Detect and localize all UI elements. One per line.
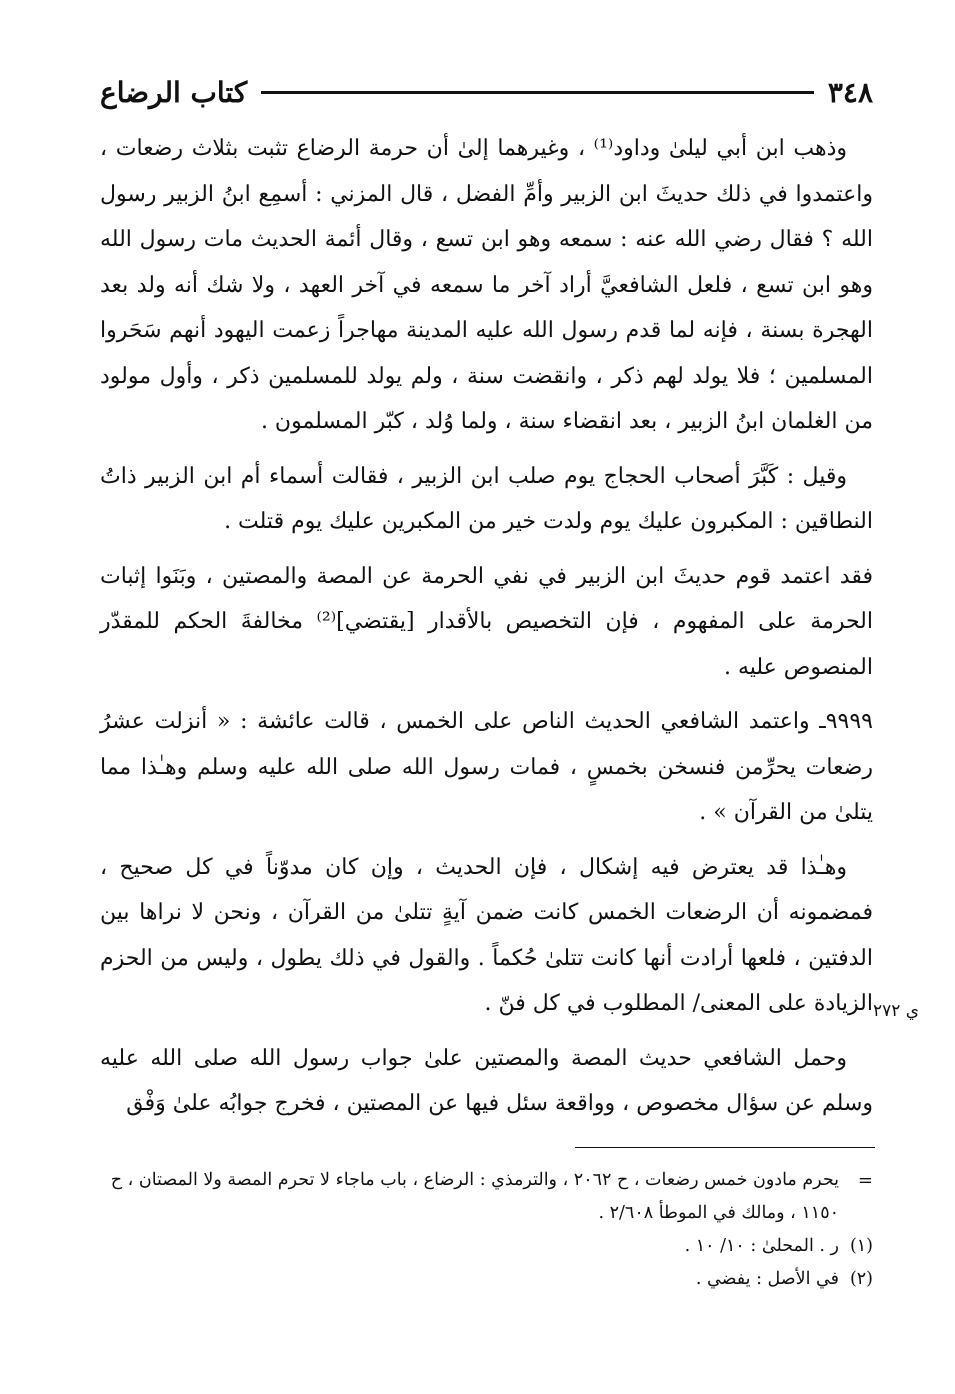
footnote-text: ر . المحلىٰ : ١٠/ ١٠ . — [684, 1236, 839, 1256]
footnote-continuation — [100, 1164, 873, 1230]
footnote-number: (١) — [849, 1236, 873, 1256]
paragraph: وقيل : كَبَّرَ أصحاب الحجاج يوم صلب ابن الزبير ، فقالت أسماء أم ابن الزبير ذاتُ النطاقين : المكبرون عليك يوم ولدت خير من المكبرين عليك يوم قتلت . — [100, 463, 873, 534]
paragraph: فقد اعتمد قوم حديثَ ابن الزبير في نفي الحرمة عن المصة والمصتين ، وبَنَوا إثبات الحرمة على المفهوم ، فإن التخصيص بالأقدار [يقتضي]⁽²⁾ مخالفةَ الحكم للمقدّر المنصوص عليه . — [100, 563, 873, 680]
footnote-number: (٢) — [849, 1269, 873, 1289]
footnote-text: يحرم مادون خمس رضعات ، ح ٢٠٦٢ ، والترمذي : الرضاع ، باب ماجاء لا تحرم المصة ولا المصتان ، ح ١١٥٠ ، ومالك في الموطأ ٢/٦٠٨ . — [110, 1170, 839, 1223]
main-text — [100, 126, 873, 1136]
header-rule — [261, 91, 814, 94]
footnote-text: في الأصل : يفضي . — [695, 1269, 839, 1289]
paragraph: ٩٩٩٩ـ واعتمد الشافعي الحديث الناص على الخمس ، قالت عائشة : « أنزلت عشرُ رضعات يحرِّمن فنسخن بخمسٍ ، فمات رسول الله صلى الله عليه وسلم وهـٰذا مما يتلىٰ من القرآن » . — [100, 709, 873, 825]
footnote-2 — [100, 1263, 873, 1296]
footnote-divider — [575, 1147, 875, 1148]
paragraph: وحمل الشافعي حديث المصة والمصتين علىٰ جواب رسول الله صلى الله عليه وسلم عن سؤال مخصوص ، وواقعة سئل فيها عن المصتين ، فخرج جوابُه علىٰ وَفْق — [100, 1045, 873, 1116]
continuation-mark: = — [857, 1170, 873, 1191]
page-number: ٣٤٨ — [827, 75, 873, 109]
footnotes — [100, 1164, 873, 1296]
margin-page-reference: ي ٢٧٢ — [873, 1001, 920, 1021]
chapter-title: كتاب الرضاع — [100, 75, 248, 109]
paragraph: وهـٰذا قد يعترض فيه إشكال ، فإن الحديث ، وإن كان مدوّناً في كل صحيح ، فمضمونه أن الرضعات الخمس كانت ضمن آيةٍ تتلىٰ من القرآن ، ونحن لا نراها بين الدفتين ، فلعها أرادت أنها كانت تتلىٰ حُكماً . والقول في ذلك يطول ، وليس من الحزم الزيادة على المعنى/ المطلوب في كل فنّ . — [100, 854, 873, 1016]
page-header — [100, 72, 873, 112]
paragraph: وذهب ابن أبي ليلىٰ وداود⁽¹⁾ ، وغيرهما إلىٰ أن حرمة الرضاع تثبت بثلاث رضعات ، واعتمدوا في ذلك حديثَ ابن الزبير وأمِّ الفضل ، قال المزني : أسمِع ابنُ الزبير رسول الله ؟ فقال رضي الله عنه : سمعه وهو ابن تسع ، وقال أئمة الحديث مات رسول الله وهو ابن تسع ، فلعل الشافعيَّ أراد آخر ما سمعه في آخر العهد ، ولا شك أنه ولد بعد الهجرة بسنة ، فإنه لما قدم رسول الله عليه المدينة مهاجراً زعمت اليهود أنهم سَحَروا المسلمين ؛ فلا يولد لهم ذكر ، وانقضت سنة ، ولم يولد للمسلمين ذكر ، وأول مولود من الغلمان ابنُ الزبير ، بعد انقضاء سنة ، ولما وُلد ، كبّر المسلمون . — [100, 136, 873, 434]
footnote-1 — [100, 1230, 873, 1263]
